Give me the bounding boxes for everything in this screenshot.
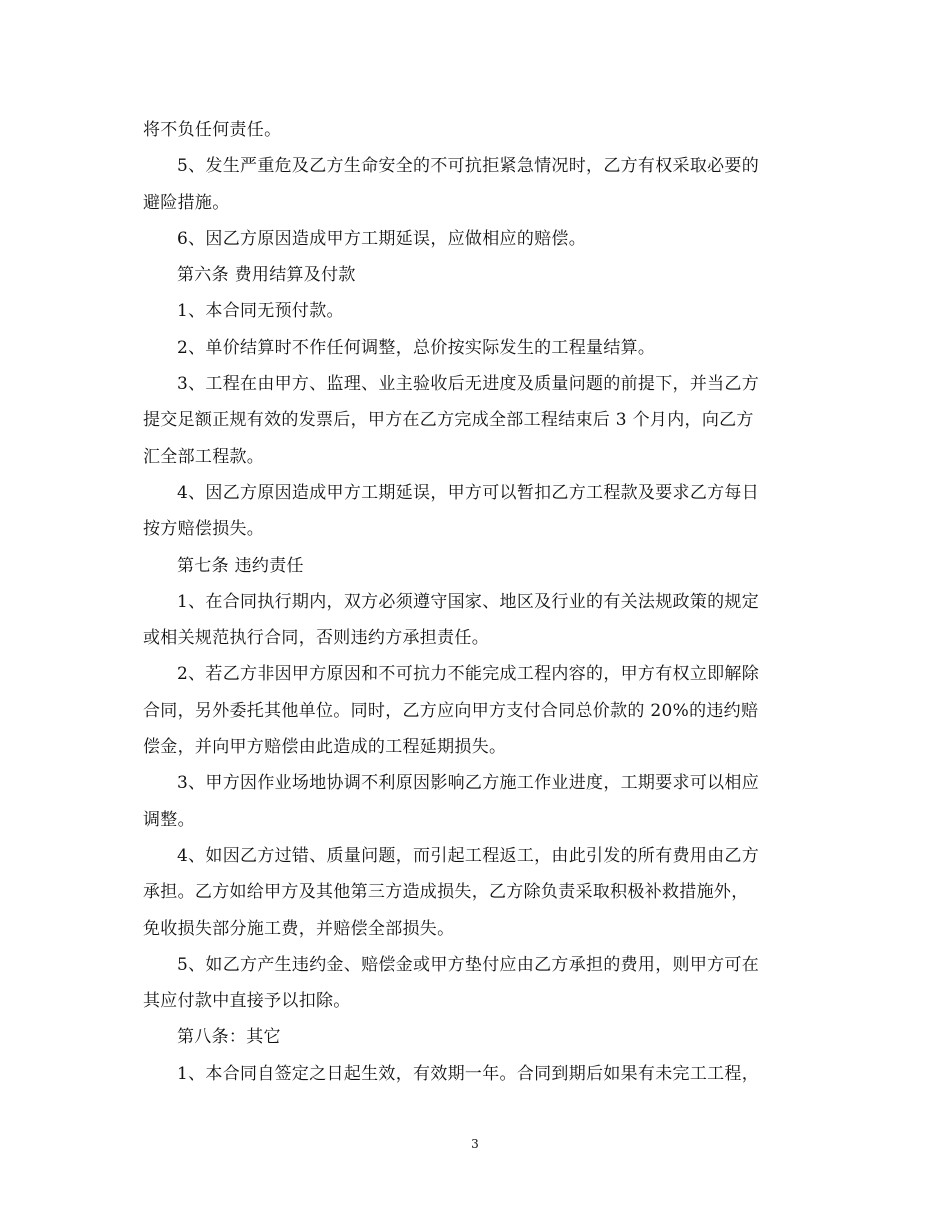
text-line: 1、本合同无预付款。 bbox=[177, 301, 344, 322]
text-line: 偿金，并向甲方赔偿由此造成的工程延期损失。 bbox=[143, 737, 507, 758]
text-line: 将不负任何责任。 bbox=[143, 120, 282, 140]
text-line: 或相关规范执行合同，否则违约方承担责任。 bbox=[143, 628, 489, 649]
text-line: 按方赔偿损失。 bbox=[143, 519, 265, 540]
text-line: 2、若乙方非因甲方原因和不可抗力不能完成工程内容的，甲方有权立即解除 bbox=[177, 664, 760, 685]
text-line: 合同，另外委托其他单位。同时，乙方应向甲方支付合同总价款的 20%的违约赔 bbox=[143, 700, 759, 721]
text-line: 3、工程在由甲方、监理、业主验收后无进度及质量问题的前提下，并当乙方 bbox=[177, 374, 760, 395]
document-body bbox=[143, 112, 809, 1092]
text-line: 调整。 bbox=[143, 809, 195, 830]
text-line: 4、如因乙方过错、质量问题，而引起工程返工，由此引发的所有费用由乙方 bbox=[177, 845, 760, 866]
text-line: 其应付款中直接予以扣除。 bbox=[143, 991, 351, 1012]
page-number: 3 bbox=[471, 1137, 479, 1151]
text-line: 5、发生严重危及乙方生命安全的不可抗拒紧急情况时，乙方有权采取必要的 bbox=[177, 156, 760, 177]
text-line: 汇全部工程款。 bbox=[143, 446, 265, 467]
text-line: 第七条 违约责任 bbox=[177, 555, 304, 576]
text-line: 承担。乙方如给甲方及其他第三方造成损失，乙方除负责采取积极补救措施外， bbox=[143, 882, 749, 903]
text-line: 第六条 费用结算及付款 bbox=[177, 265, 356, 286]
text-line: 免收损失部分施工费，并赔偿全部损失。 bbox=[143, 918, 455, 939]
text-line: 1、本合同自签定之日起生效，有效期一年。合同到期后如果有未完工工程， bbox=[177, 1063, 760, 1084]
text-line: 避险措施。 bbox=[143, 192, 230, 213]
text-line: 4、因乙方原因造成甲方工期延误，甲方可以暂扣乙方工程款及要求乙方每日 bbox=[177, 482, 760, 503]
text-line: 2、单价结算时不作任何调整，总价按实际发生的工程量结算。 bbox=[177, 337, 656, 358]
text-line: 3、甲方因作业场地协调不利原因影响乙方施工作业进度，工期要求可以相应 bbox=[177, 773, 760, 794]
text-line: 6、因乙方原因造成甲方工期延误，应做相应的赔偿。 bbox=[177, 228, 587, 249]
text-line: 5、如乙方产生违约金、赔偿金或甲方垫付应由乙方承担的费用，则甲方可在 bbox=[177, 954, 760, 975]
text-line: 提交足额正规有效的发票后，甲方在乙方完成全部工程结束后 3 个月内，向乙方 bbox=[143, 410, 754, 431]
text-line: 第八条：其它 bbox=[177, 1027, 281, 1048]
text-line: 1、在合同执行期内，双方必须遵守国家、地区及行业的有关法规政策的规定 bbox=[177, 591, 760, 612]
